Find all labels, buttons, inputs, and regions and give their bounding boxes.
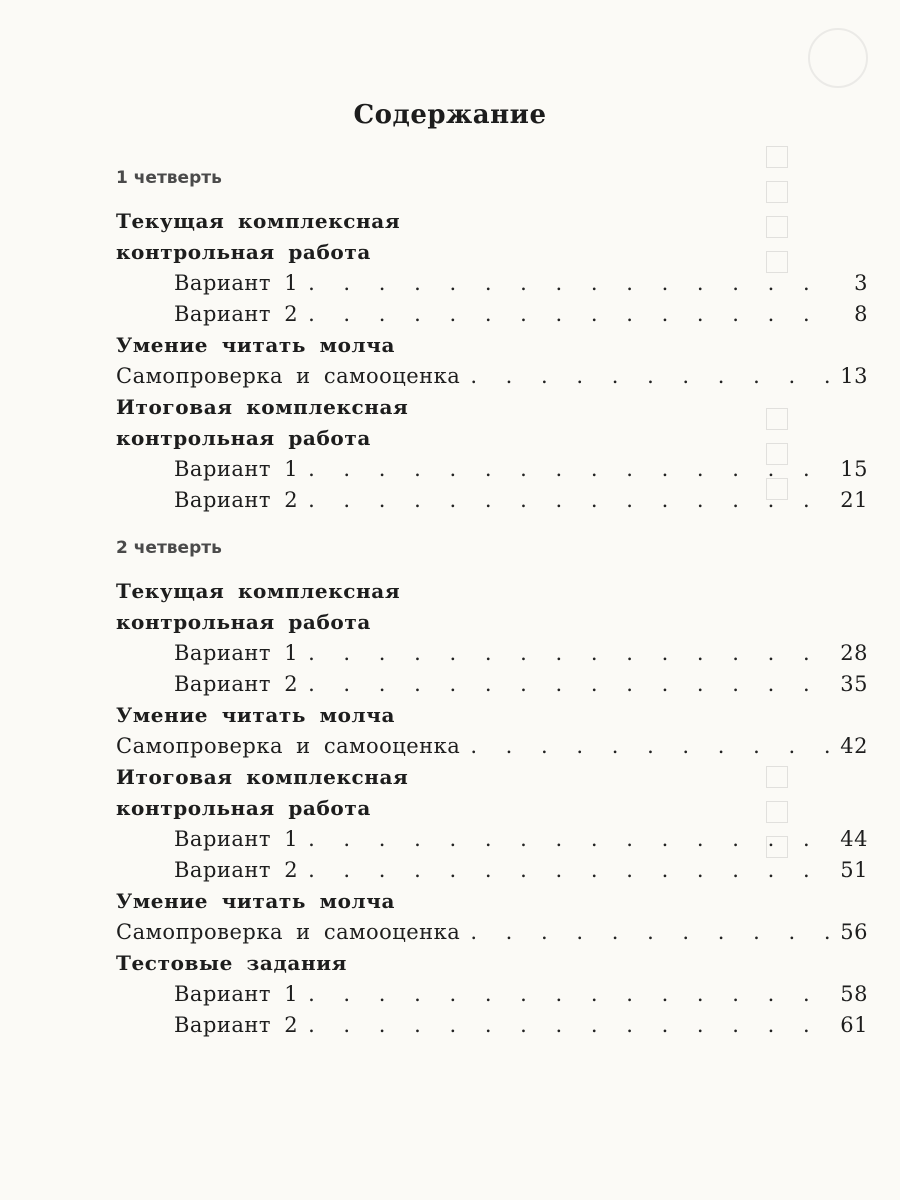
dot-leader (308, 669, 834, 700)
toc-entry[interactable] (174, 454, 868, 485)
toc-entry[interactable] (174, 824, 868, 855)
toc-entry[interactable] (174, 855, 868, 886)
toc-page-number: 61 (840, 1013, 868, 1037)
toc-page-number: 42 (840, 734, 868, 758)
toc-page-number: 28 (840, 641, 868, 665)
section-heading: Тестовые задания (116, 951, 348, 975)
toc-entry[interactable] (116, 361, 868, 392)
dot-leader (308, 1010, 834, 1041)
toc-entry[interactable] (116, 917, 868, 948)
toc-page-number: 8 (854, 302, 868, 326)
toc-page-number: 56 (840, 920, 868, 944)
section-heading: Текущая комплексная контрольная работа (116, 579, 401, 634)
toc-page-number: 58 (840, 982, 868, 1006)
ghost-checkbox-icon (766, 766, 788, 788)
dot-leader (308, 268, 838, 299)
ghost-checkbox-icon (766, 801, 788, 823)
toc-entry[interactable] (174, 1010, 868, 1041)
quarter-label: 1 четверть (116, 168, 222, 188)
toc-entry[interactable] (174, 299, 868, 330)
section-heading: Текущая комплексная контрольная работа (116, 209, 401, 264)
toc-entry-label: Самопроверка и самооценка (116, 920, 461, 944)
toc-entry-label: Вариант 1 (174, 982, 299, 1006)
toc-entry[interactable] (174, 669, 868, 700)
ghost-checkbox-icon (766, 181, 788, 203)
ghost-checkbox-icon (766, 146, 788, 168)
ghost-checkbox-icon (766, 408, 788, 430)
dot-leader (308, 824, 834, 855)
quarter-label: 2 четверть (116, 538, 222, 558)
section-heading: Умение читать молча (116, 703, 396, 727)
toc-entry-label: Вариант 1 (174, 457, 299, 481)
toc-entry[interactable] (116, 731, 868, 762)
dot-leader (308, 454, 834, 485)
toc-entry-label: Самопроверка и самооценка (116, 364, 461, 388)
toc-entry-label: Самопроверка и самооценка (116, 734, 461, 758)
dot-leader (308, 638, 834, 669)
toc-entry[interactable] (174, 485, 868, 516)
toc-page-number: 35 (840, 672, 868, 696)
toc-entry-label: Вариант 2 (174, 858, 299, 882)
dot-leader (470, 917, 834, 948)
dot-leader (470, 731, 834, 762)
toc-entry-label: Вариант 2 (174, 488, 299, 512)
section-heading: Итоговая комплексная контрольная работа (116, 765, 409, 820)
section-heading: Умение читать молча (116, 889, 396, 913)
toc-entry-label: Вариант 1 (174, 271, 299, 295)
dot-leader (308, 979, 834, 1010)
dot-leader (308, 485, 834, 516)
ghost-checkbox-icon (766, 216, 788, 238)
section-heading: Умение читать молча (116, 333, 396, 357)
toc-page-number: 44 (840, 827, 868, 851)
toc-page-number: 3 (854, 271, 868, 295)
toc-entry-label: Вариант 1 (174, 827, 299, 851)
dot-leader (470, 361, 834, 392)
toc-page-number: 51 (840, 858, 868, 882)
toc-entry-label: Вариант 2 (174, 672, 299, 696)
toc-entry[interactable] (174, 638, 868, 669)
page-title: Содержание (353, 100, 547, 130)
toc-entry-label: Вариант 1 (174, 641, 299, 665)
toc-page-number: 15 (840, 457, 868, 481)
logo-ghost-icon (808, 28, 868, 88)
dot-leader (308, 299, 838, 330)
toc-entry-label: Вариант 2 (174, 302, 299, 326)
section-heading: Итоговая комплексная контрольная работа (116, 395, 409, 450)
dot-leader (308, 855, 834, 886)
toc-page-number: 21 (840, 488, 868, 512)
toc-entry[interactable] (174, 268, 868, 299)
toc-page-number: 13 (840, 364, 868, 388)
toc-entry-label: Вариант 2 (174, 1013, 299, 1037)
toc-entry[interactable] (174, 979, 868, 1010)
